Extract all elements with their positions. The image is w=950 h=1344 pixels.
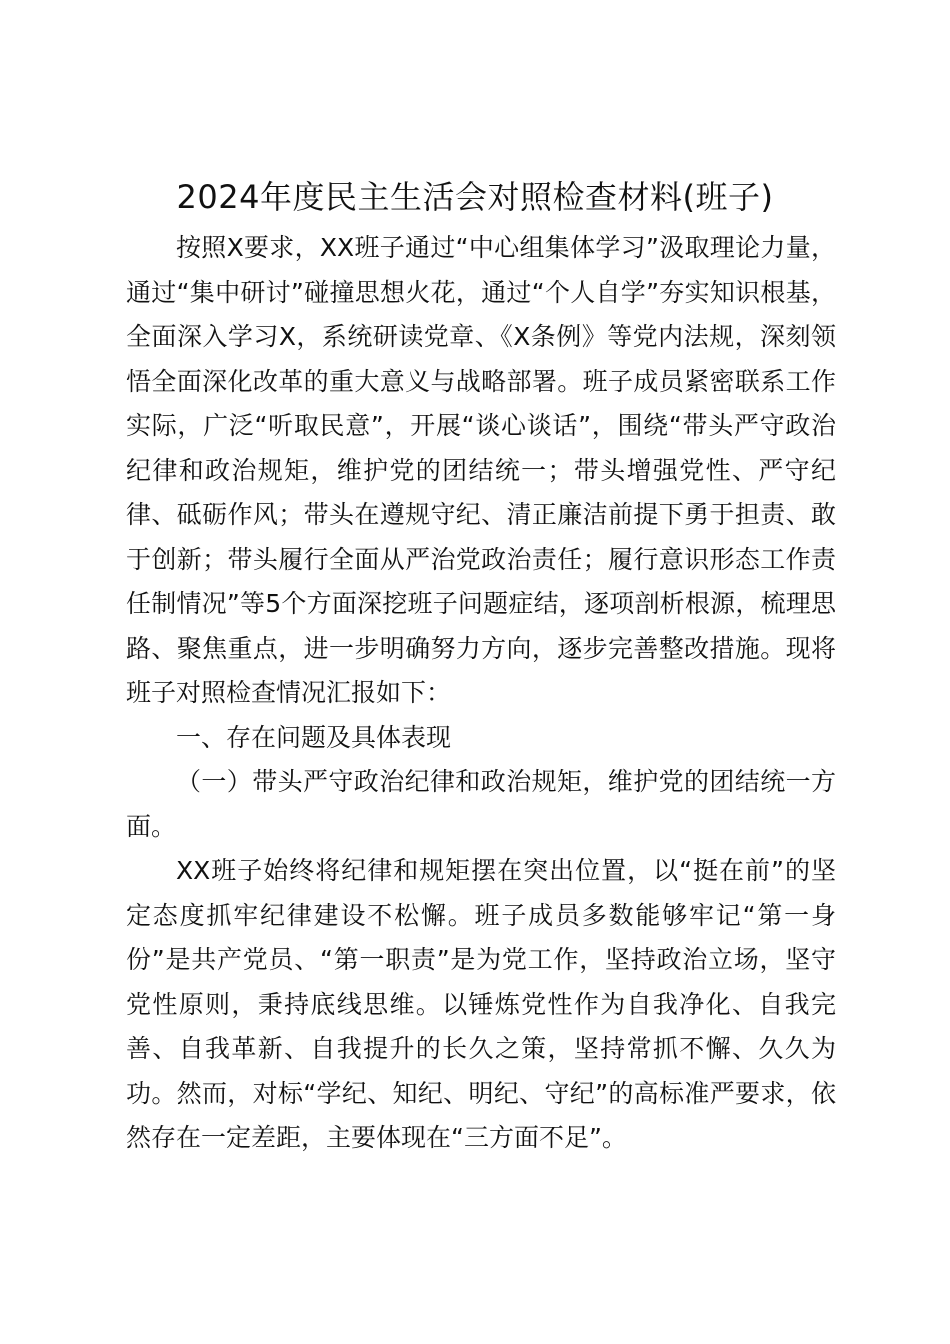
document-title: 2024年度民主生活会对照检查材料(班子) <box>176 178 774 216</box>
section-heading: 一、存在问题及具体表现 <box>176 722 452 752</box>
body-paragraph: XX班子始终将纪律和规矩摆在突出位置，以“挺在前”的坚定态度抓牢纪律建设不松懈。班子成员多数能够牢记“第一身份”是共产党员、“第一职责”是为党工作，坚持政治立场，坚守党性原则，秉持底线思维。以锤炼党性作为自我净化、自我完善、自我革新、自我提升的长久之策，坚持常抓不懈、久久为功。然而，对标“学纪、知纪、明纪、守纪”的高标准严要求，依然存在一定差距，主要体现在“三方面不足”。 <box>126 856 836 1152</box>
subsection-heading: （一）带头严守政治纪律和政治规矩，维护党的团结统一方面。 <box>126 767 836 841</box>
document-body <box>126 226 836 1161</box>
intro-paragraph: 按照X要求，XX班子通过“中心组集体学习”汲取理论力量，通过“集中研讨”碰撞思想火花，通过“个人自学”夯实知识根基，全面深入学习X，系统研读党章、《X条例》等党内法规，深刻领悟全面深化改革的重大意义与战略部署。班子成员紧密联系工作实际，广泛“听取民意”，开展“谈心谈话”，围绕“带头严守政治纪律和政治规矩，维护党的团结统一；带头增强党性、严守纪律、砥砺作风；带头在遵规守纪、清正廉洁前提下勇于担责、敢于创新；带头履行全面从严治党政治责任；履行意识形态工作责任制情况”等5个方面深挖班子问题症结，逐项剖析根源，梳理思路、聚焦重点，进一步明确努力方向，逐步完善整改措施。现将班子对照检查情况汇报如下： <box>126 233 836 707</box>
